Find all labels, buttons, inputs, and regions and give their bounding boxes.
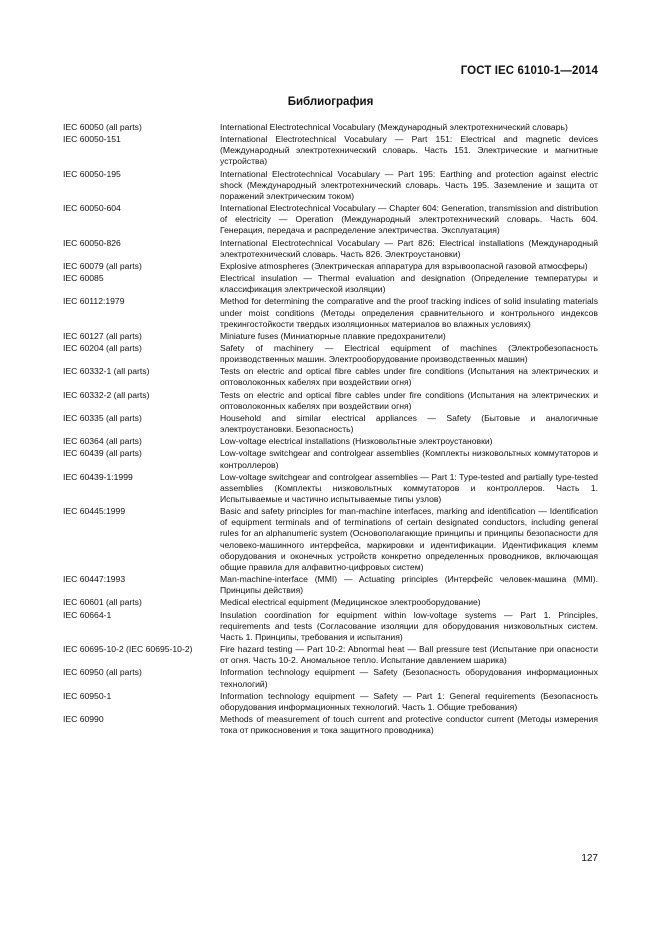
entry-description: Household and similar electrical appliances — Safety (Бытовые и аналогичные электроустановки. Безопасность) bbox=[220, 412, 598, 435]
entry-description: Low-voltage switchgear and controlgear assemblies — Part 1: Type-tested and partially type-tested assemblies (Комплекты низковольтных коммутаторов и контроллеров. Часть 1. Испытываемые и частично испытываемые типы узлов) bbox=[220, 471, 598, 504]
entry-code: IEC 60439-1:1999 bbox=[63, 471, 133, 482]
entry-code: IEC 60664-1 bbox=[63, 609, 112, 620]
entry-code: IEC 60050-151 bbox=[63, 134, 121, 145]
entry-description: Explosive atmospheres (Электрическая аппаратура для взрывоопасной газовой атмосферы) bbox=[220, 260, 588, 271]
bibliography-entry bbox=[63, 714, 598, 736]
bibliography-list bbox=[63, 122, 598, 737]
bibliography-entry bbox=[63, 574, 598, 596]
bibliography-entry bbox=[63, 413, 598, 435]
entry-code: IEC 60085 bbox=[63, 273, 104, 284]
bibliography-entry bbox=[63, 343, 598, 365]
entry-code: IEC 60332-2 (all parts) bbox=[63, 389, 150, 400]
bibliography-entry bbox=[63, 644, 598, 666]
entry-code: IEC 60364 (all parts) bbox=[63, 436, 142, 447]
bibliography-entry bbox=[63, 238, 598, 260]
entry-code: IEC 60079 (all parts) bbox=[63, 260, 142, 271]
entry-code: IEC 60050-604 bbox=[63, 203, 121, 214]
entry-description: Insulation coordination for equipment within low-voltage systems — Part 1. Principles, requirements and tests (Согласование изоляции для оборудования низковольтных систем. Часть 1. Принципы, требования и испытания) bbox=[220, 609, 598, 642]
entry-code: IEC 60335 (all parts) bbox=[63, 412, 142, 423]
entry-code: IEC 60127 (all parts) bbox=[63, 330, 142, 341]
entry-code: IEC 60990 bbox=[63, 713, 104, 724]
bibliography-entry bbox=[63, 448, 598, 470]
bibliography-entry bbox=[63, 597, 598, 608]
entry-code: IEC 60050 (all parts) bbox=[63, 122, 142, 132]
entry-description: International Electrotechnical Vocabulary — Chapter 604: Generation, transmission and distribution of electricity — Operation (Международный электротехнический словарь. Часть 604. Генерация, передача и распределение электричества. Эксплуатация) bbox=[220, 203, 598, 236]
entry-description: Low-voltage electrical installations (Низковольтные электроустановки) bbox=[220, 436, 493, 447]
bibliography-entry bbox=[63, 366, 598, 388]
entry-description: International Electrotechnical Vocabulary — Part 151: Electrical and magnetic devices (Международный электротехнический словарь. Часть 151. Электрические и магнитные устройства) bbox=[220, 134, 598, 167]
bibliography-entry bbox=[63, 203, 598, 236]
entry-code: IEC 60112:1979 bbox=[63, 296, 125, 307]
bibliography-entry bbox=[63, 122, 598, 133]
entry-code: IEC 60332-1 (all parts) bbox=[63, 366, 150, 377]
entry-code: IEC 60695-10-2 (IEC 60695-10-2) bbox=[63, 644, 193, 655]
entry-description: Medical electrical equipment (Медицинское электрооборудование) bbox=[220, 597, 481, 608]
section-title: Библиография bbox=[287, 96, 374, 108]
entry-code: IEC 60050-826 bbox=[63, 237, 121, 248]
entry-description: International Electrotechnical Vocabulary — Part 195: Earthing and protection against electric shock (Международный электротехнический словарь. Часть 195. Заземление и защита от поражений электрическим током) bbox=[220, 168, 598, 201]
document-header: ГОСТ IEC 61010-1—2014 bbox=[460, 65, 598, 77]
entry-description: Safety of machinery — Electrical equipment of machines (Электробезопасность производственных машин. Электрооборудование производственных машин) bbox=[220, 342, 598, 365]
entry-code: IEC 60601 (all parts) bbox=[63, 597, 142, 608]
entry-code: IEC 60439 (all parts) bbox=[63, 448, 142, 459]
entry-code: IEC 60445:1999 bbox=[63, 506, 126, 517]
bibliography-entry bbox=[63, 436, 598, 447]
bibliography-entry bbox=[63, 169, 598, 202]
entry-code: IEC 60204 (all parts) bbox=[63, 342, 142, 353]
bibliography-entry bbox=[63, 331, 598, 342]
entry-description: Information technology equipment — Safety (Безопасность оборудования информационных технологий) bbox=[220, 667, 598, 689]
entry-description: Fire hazard testing — Part 10-2: Abnormal heat — Ball pressure test (Испытание при опасности от огня. Часть 10-2. Аномальное тепло. Испытание давлением шарика) bbox=[220, 644, 598, 666]
entry-description: Tests on electric and optical fibre cables under fire conditions (Испытания на электрических и оптоволоконных кабелях при воздействии огня) bbox=[220, 389, 598, 411]
entry-description: Information technology equipment — Safety — Part 1: General requirements (Безопасность оборудования информационных технологий. Часть 1. Общие требования) bbox=[220, 690, 598, 712]
bibliography-entry bbox=[63, 691, 598, 713]
entry-description: Man-machine-interface (MMI) — Actuating principles (Интерфейс человек-машина (MMI). Принципы действия) bbox=[220, 574, 598, 596]
bibliography-entry bbox=[63, 472, 598, 505]
entry-description: Method for determining the comparative and the proof tracking indices of solid insulating materials under moist conditions (Методы определения сравнительного и контрольного индексов трекингостойкости твердых изоляционных материалов во влажных условиях) bbox=[220, 296, 598, 329]
entry-code: IEC 60050-195 bbox=[63, 168, 121, 179]
page-number: 127 bbox=[581, 853, 598, 864]
entry-description: Low-voltage switchgear and controlgear assemblies (Комплекты низковольтных коммутаторов и контроллеров) bbox=[220, 448, 598, 470]
bibliography-entry bbox=[63, 273, 598, 295]
entry-description: Methods of measurement of touch current and protective conductor current (Методы измерения тока от прикосновения и тока защитного проводника) bbox=[220, 713, 598, 736]
bibliography-entry bbox=[63, 506, 598, 573]
entry-description: International Electrotechnical Vocabulary — Part 826: Electrical installations (Международный электротехнический словарь. Часть 826. Электроустановки) bbox=[220, 237, 598, 259]
entry-description: Miniature fuses (Миниатюрные плавкие предохранители) bbox=[220, 330, 446, 341]
entry-description: Electrical insulation — Thermal evaluation and designation (Определение температуры и классификация электрической изоляции) bbox=[220, 273, 598, 295]
entry-description: Tests on electric and optical fibre cables under fire conditions (Испытания на электрических и оптоволоконных кабелях при воздействии огня) bbox=[220, 366, 598, 388]
entry-code: IEC 60447:1993 bbox=[63, 574, 126, 585]
entry-code: IEC 60950 (all parts) bbox=[63, 667, 142, 678]
entry-code: IEC 60950-1 bbox=[63, 690, 112, 701]
entry-description: International Electrotechnical Vocabulary (Международный электротехнический словарь) bbox=[220, 122, 568, 132]
bibliography-entry bbox=[63, 390, 598, 412]
entry-description: Basic and safety principles for man-machine interfaces, marking and identification — Identification of equipment terminals and of terminations of certain designated conductors, including general rules for an alphanumeric system (Основополагающие принципы и принципы безопасности для человеко-машинного интерфейса, маркировки и идентификации. Идентификация клемм оборудования и оконечных устройств конкретно определенных проводников, включающая общие правила для алфавитно-цифровых систем) bbox=[220, 506, 598, 572]
bibliography-entry bbox=[63, 610, 598, 643]
bibliography-entry bbox=[63, 134, 598, 167]
bibliography-entry bbox=[63, 261, 598, 272]
bibliography-entry bbox=[63, 667, 598, 689]
bibliography-entry bbox=[63, 296, 598, 329]
